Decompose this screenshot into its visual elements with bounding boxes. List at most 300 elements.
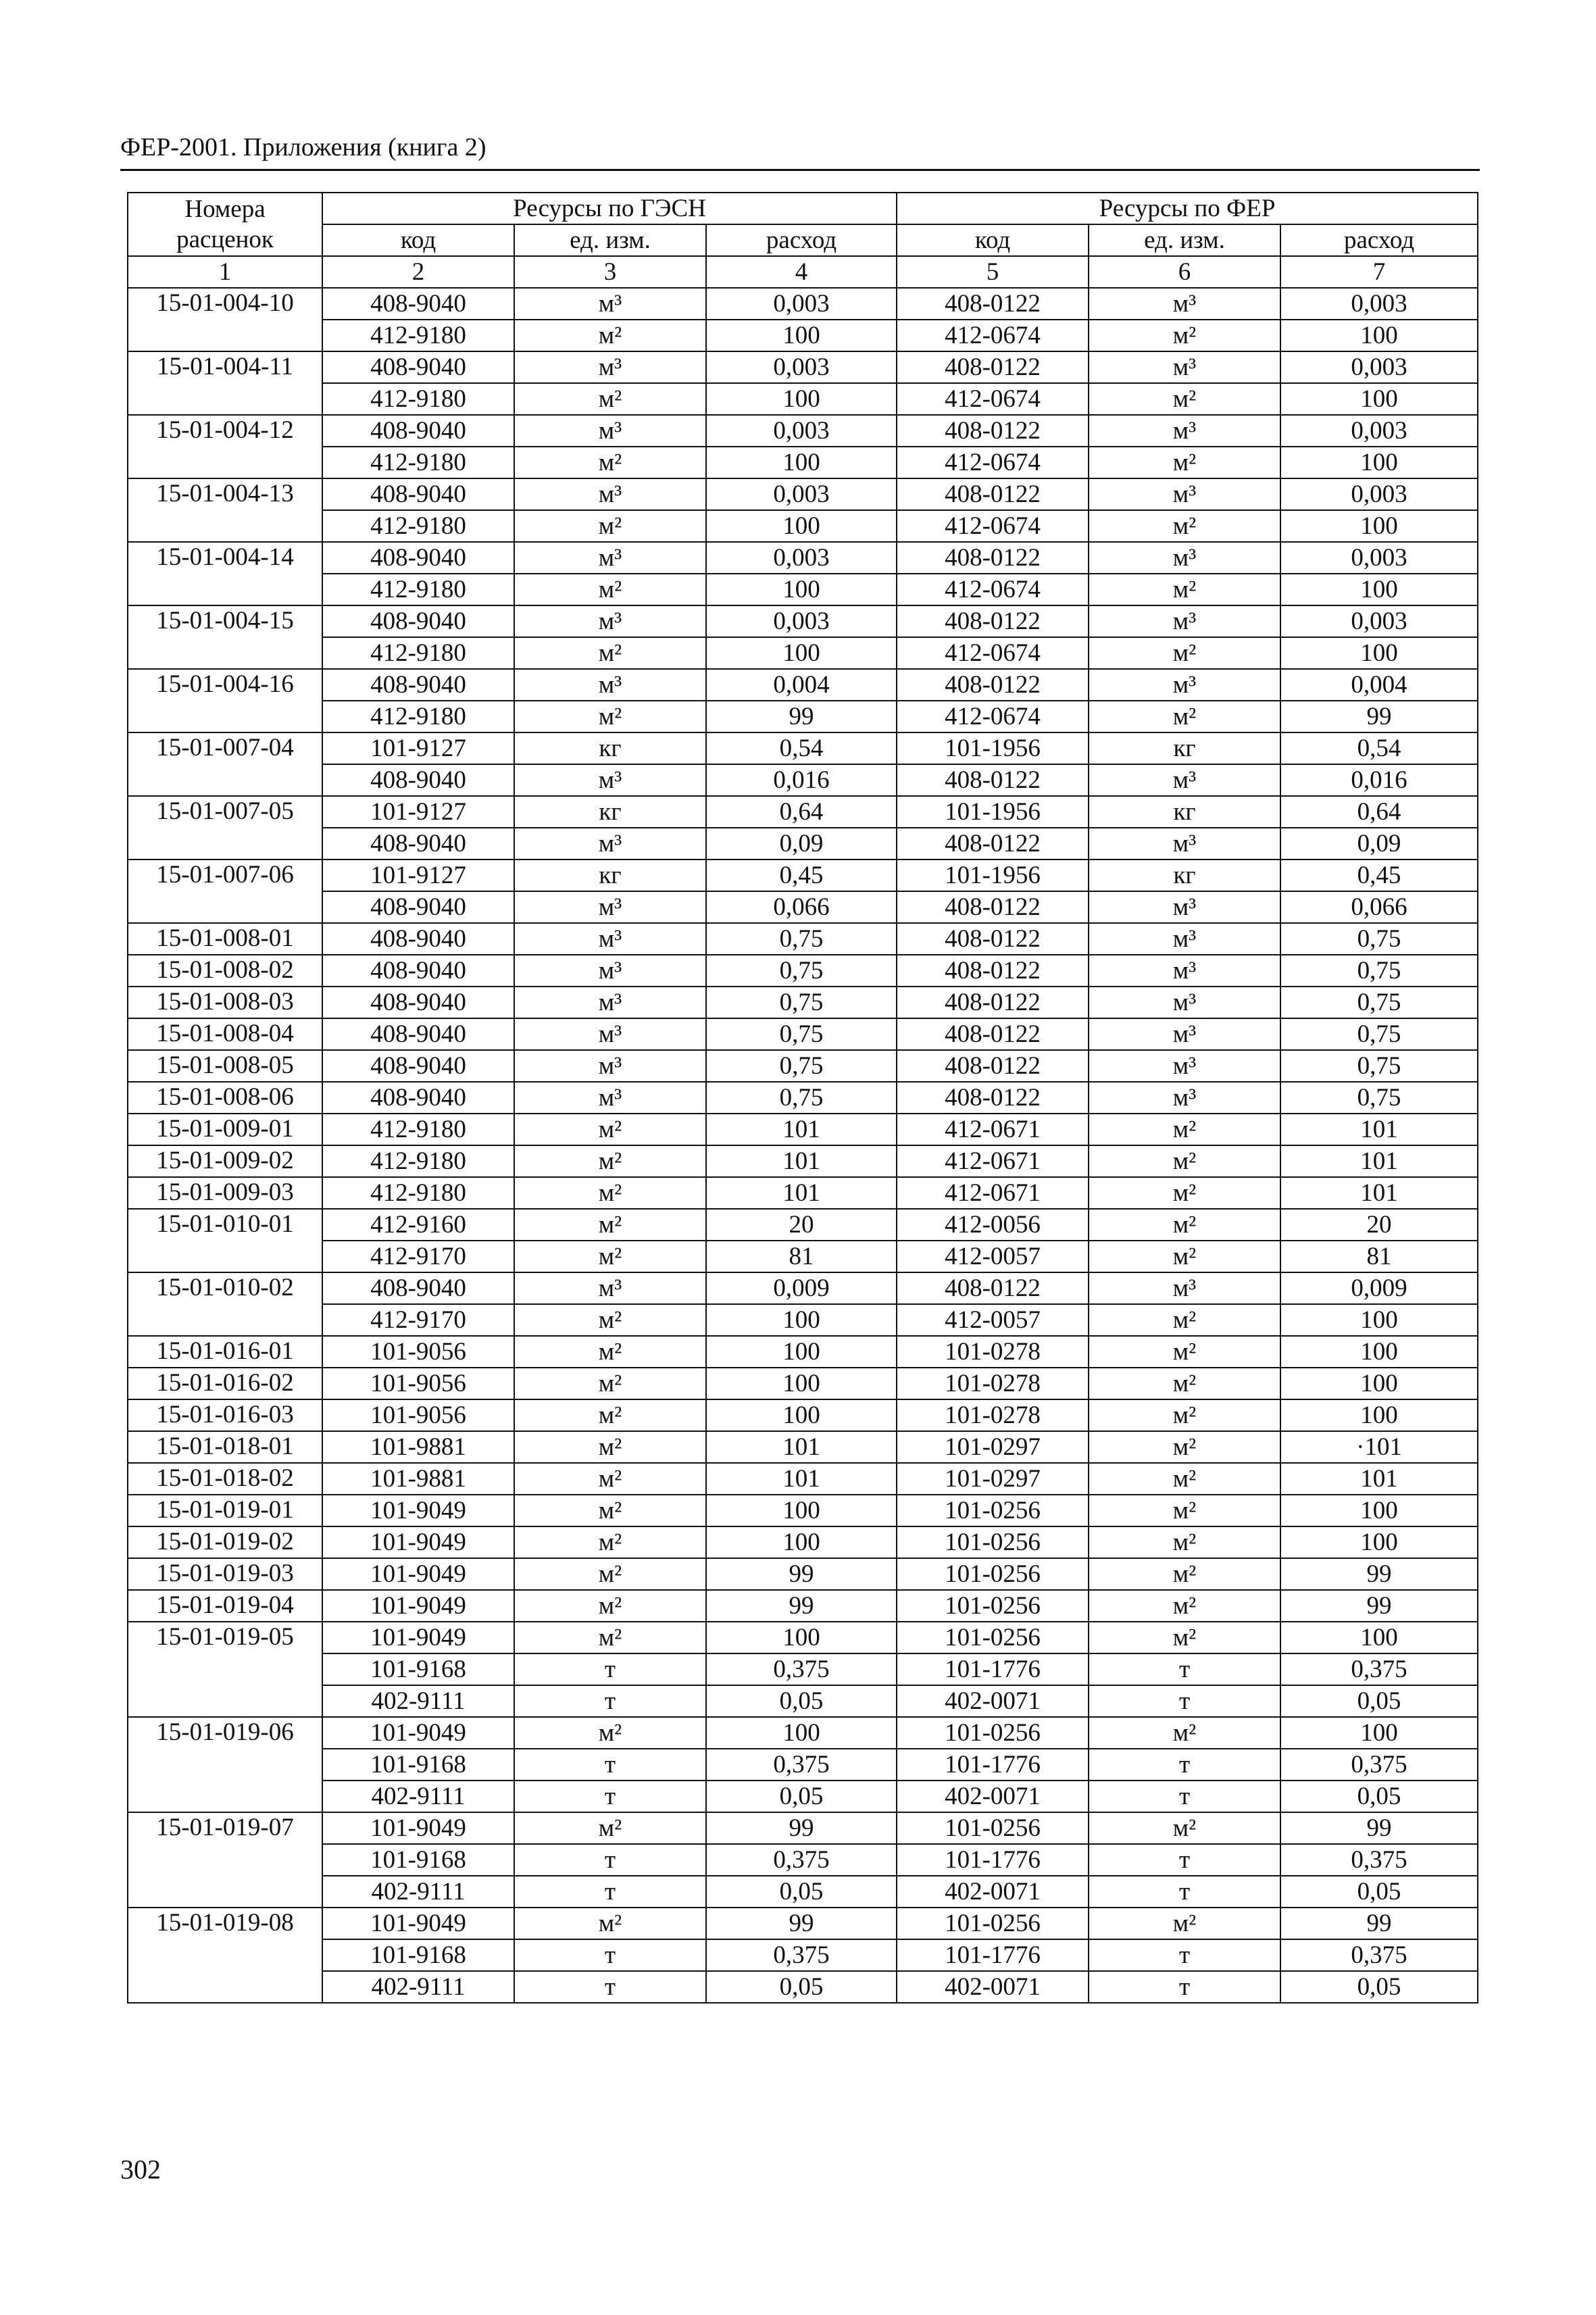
cell-fer-code: 412-0674 (897, 447, 1089, 478)
rate-number: 15-01-004-10 (128, 288, 322, 351)
cell-fer-qty: 0,75 (1280, 923, 1478, 955)
rate-number: 15-01-019-04 (128, 1590, 322, 1622)
rate-number: 15-01-004-11 (128, 351, 322, 415)
cell-gesn-qty: 0,375 (706, 1749, 897, 1781)
rate-number: 15-01-004-12 (128, 415, 322, 478)
cell-fer-code: 408-0122 (897, 605, 1089, 637)
cell-fer-qty: 99 (1280, 1558, 1478, 1590)
cell-fer-unit: м² (1089, 447, 1280, 478)
table-row (128, 510, 1478, 542)
cell-fer-qty: 0,05 (1280, 1876, 1478, 1908)
rate-number: 15-01-004-16 (128, 669, 322, 732)
cell-gesn-qty: 0,003 (706, 542, 897, 574)
table-row (128, 1241, 1478, 1272)
cell-fer-code: 412-0057 (897, 1241, 1089, 1272)
cell-fer-unit: т (1089, 1844, 1280, 1876)
cell-gesn-qty: 0,75 (706, 923, 897, 955)
cell-gesn-code: 412-9180 (322, 1114, 514, 1145)
table-row (128, 383, 1478, 415)
table-row (128, 1050, 1478, 1082)
table-row (128, 1781, 1478, 1812)
cell-fer-unit: м³ (1089, 415, 1280, 447)
header-fer-resources: Ресурсы по ФЕР (897, 193, 1478, 224)
cell-gesn-qty: 0,05 (706, 1876, 897, 1908)
cell-gesn-qty: 100 (706, 1399, 897, 1431)
cell-fer-qty: 0,016 (1280, 764, 1478, 796)
cell-fer-qty: 0,45 (1280, 860, 1478, 891)
table-row (128, 351, 1478, 383)
cell-gesn-code: 408-9040 (322, 351, 514, 383)
cell-fer-qty: 0,003 (1280, 542, 1478, 574)
table-row (128, 1336, 1478, 1368)
cell-gesn-code: 408-9040 (322, 288, 514, 320)
cell-fer-code: 412-0057 (897, 1304, 1089, 1336)
cell-gesn-code: 101-9127 (322, 796, 514, 828)
cell-fer-qty: 99 (1280, 1908, 1478, 1939)
cell-gesn-code: 101-9168 (322, 1749, 514, 1781)
cell-fer-unit: м² (1089, 637, 1280, 669)
rate-number: 15-01-019-02 (128, 1526, 322, 1558)
cell-fer-code: 412-0671 (897, 1145, 1089, 1177)
cell-gesn-unit: м² (514, 1463, 706, 1495)
table-row (128, 1876, 1478, 1908)
table-row (128, 1717, 1478, 1749)
cell-gesn-qty: 100 (706, 1336, 897, 1368)
cell-gesn-qty: 99 (706, 1908, 897, 1939)
cell-fer-qty: 0,05 (1280, 1971, 1478, 2003)
cell-fer-unit: м² (1089, 1209, 1280, 1241)
cell-gesn-code: 101-9049 (322, 1908, 514, 1939)
cell-fer-unit: м² (1089, 1622, 1280, 1653)
cell-fer-unit: т (1089, 1781, 1280, 1812)
cell-fer-code: 101-1956 (897, 796, 1089, 828)
cell-fer-code: 101-1776 (897, 1844, 1089, 1876)
table-row (128, 1526, 1478, 1558)
table-row (128, 637, 1478, 669)
cell-gesn-code: 408-9040 (322, 955, 514, 987)
cell-fer-code: 402-0071 (897, 1876, 1089, 1908)
cell-fer-unit: кг (1089, 860, 1280, 891)
header-gesn-unit: ед. изм. (514, 224, 706, 256)
cell-gesn-qty: 0,05 (706, 1685, 897, 1717)
cell-fer-code: 412-0674 (897, 510, 1089, 542)
cell-gesn-code: 412-9180 (322, 320, 514, 351)
cell-fer-code: 408-0122 (897, 1050, 1089, 1082)
table-row (128, 1431, 1478, 1463)
cell-gesn-code: 408-9040 (322, 478, 514, 510)
cell-gesn-unit: м³ (514, 987, 706, 1018)
rate-number: 15-01-008-03 (128, 987, 322, 1018)
cell-fer-code: 402-0071 (897, 1781, 1089, 1812)
cell-fer-unit: м² (1089, 1145, 1280, 1177)
table-row (128, 796, 1478, 828)
cell-gesn-code: 408-9040 (322, 542, 514, 574)
cell-fer-qty: 101 (1280, 1463, 1478, 1495)
cell-fer-unit: т (1089, 1749, 1280, 1781)
cell-gesn-qty: 0,54 (706, 732, 897, 764)
cell-fer-code: 101-0256 (897, 1495, 1089, 1526)
cell-gesn-unit: м³ (514, 1272, 706, 1304)
table-row (128, 1145, 1478, 1177)
cell-fer-unit: м³ (1089, 478, 1280, 510)
table-row (128, 1177, 1478, 1209)
cell-gesn-unit: т (514, 1844, 706, 1876)
table-body (128, 288, 1478, 2003)
cell-fer-unit: м³ (1089, 987, 1280, 1018)
cell-fer-unit: м² (1089, 1558, 1280, 1590)
table-row (128, 891, 1478, 923)
column-index: 2 (322, 256, 514, 288)
cell-gesn-qty: 0,375 (706, 1939, 897, 1971)
cell-fer-code: 412-0056 (897, 1209, 1089, 1241)
cell-fer-qty: 101 (1280, 1145, 1478, 1177)
rate-number: 15-01-019-07 (128, 1812, 322, 1908)
cell-fer-unit: м² (1089, 1812, 1280, 1844)
rate-number: 15-01-016-01 (128, 1336, 322, 1368)
cell-fer-qty: 100 (1280, 320, 1478, 351)
cell-gesn-qty: 81 (706, 1241, 897, 1272)
cell-gesn-unit: м² (514, 1622, 706, 1653)
cell-gesn-unit: м³ (514, 1050, 706, 1082)
cell-gesn-qty: 0,375 (706, 1844, 897, 1876)
cell-gesn-code: 101-9049 (322, 1622, 514, 1653)
cell-fer-qty: 101 (1280, 1177, 1478, 1209)
cell-fer-qty: 100 (1280, 1526, 1478, 1558)
cell-fer-unit: м² (1089, 1368, 1280, 1399)
cell-fer-unit: м² (1089, 510, 1280, 542)
cell-gesn-qty: 100 (706, 1495, 897, 1526)
cell-gesn-unit: т (514, 1939, 706, 1971)
cell-fer-code: 408-0122 (897, 764, 1089, 796)
cell-fer-unit: м² (1089, 1241, 1280, 1272)
cell-gesn-unit: м³ (514, 669, 706, 701)
cell-fer-code: 101-0256 (897, 1526, 1089, 1558)
cell-gesn-qty: 0,004 (706, 669, 897, 701)
cell-gesn-unit: т (514, 1685, 706, 1717)
cell-fer-code: 101-0256 (897, 1717, 1089, 1749)
rate-number: 15-01-019-03 (128, 1558, 322, 1590)
cell-fer-code: 408-0122 (897, 351, 1089, 383)
cell-gesn-code: 412-9170 (322, 1304, 514, 1336)
table-row (128, 605, 1478, 637)
cell-fer-code: 412-0674 (897, 320, 1089, 351)
cell-gesn-qty: 0,05 (706, 1781, 897, 1812)
rate-number: 15-01-010-01 (128, 1209, 322, 1272)
cell-fer-code: 412-0674 (897, 574, 1089, 605)
cell-gesn-qty: 0,066 (706, 891, 897, 923)
cell-fer-code: 101-0256 (897, 1590, 1089, 1622)
table-row (128, 1844, 1478, 1876)
table-row (128, 288, 1478, 320)
cell-fer-code: 408-0122 (897, 542, 1089, 574)
cell-gesn-unit: м³ (514, 415, 706, 447)
cell-gesn-unit: м³ (514, 955, 706, 987)
cell-gesn-code: 402-9111 (322, 1876, 514, 1908)
cell-gesn-code: 101-9881 (322, 1463, 514, 1495)
cell-gesn-qty: 100 (706, 1304, 897, 1336)
cell-gesn-qty: 100 (706, 1622, 897, 1653)
cell-fer-qty: 0,003 (1280, 478, 1478, 510)
cell-gesn-unit: м² (514, 1431, 706, 1463)
cell-fer-qty: 100 (1280, 1336, 1478, 1368)
cell-gesn-code: 402-9111 (322, 1685, 514, 1717)
cell-fer-unit: м² (1089, 1431, 1280, 1463)
cell-gesn-code: 101-9056 (322, 1336, 514, 1368)
resources-table (127, 192, 1478, 2003)
column-index: 1 (128, 256, 322, 288)
table-row (128, 1622, 1478, 1653)
cell-gesn-qty: 0,75 (706, 987, 897, 1018)
cell-fer-unit: м³ (1089, 542, 1280, 574)
cell-fer-unit: м³ (1089, 1272, 1280, 1304)
cell-fer-code: 101-0256 (897, 1812, 1089, 1844)
cell-fer-unit: м² (1089, 1463, 1280, 1495)
column-index: 4 (706, 256, 897, 288)
cell-gesn-unit: м² (514, 510, 706, 542)
cell-fer-unit: м³ (1089, 288, 1280, 320)
cell-gesn-unit: м³ (514, 828, 706, 860)
cell-gesn-qty: 101 (706, 1177, 897, 1209)
cell-gesn-unit: т (514, 1749, 706, 1781)
cell-gesn-unit: т (514, 1971, 706, 2003)
cell-gesn-qty: 100 (706, 1526, 897, 1558)
cell-gesn-unit: м² (514, 1717, 706, 1749)
cell-fer-qty: 100 (1280, 510, 1478, 542)
table-row (128, 1018, 1478, 1050)
table-row (128, 478, 1478, 510)
cell-fer-code: 408-0122 (897, 1082, 1089, 1114)
cell-gesn-unit: м² (514, 1177, 706, 1209)
cell-fer-unit: м³ (1089, 1018, 1280, 1050)
table-row (128, 1463, 1478, 1495)
rate-number: 15-01-009-02 (128, 1145, 322, 1177)
cell-gesn-qty: 100 (706, 574, 897, 605)
cell-fer-code: 101-0297 (897, 1431, 1089, 1463)
cell-gesn-unit: м² (514, 1558, 706, 1590)
cell-fer-unit: т (1089, 1939, 1280, 1971)
cell-gesn-unit: м³ (514, 1018, 706, 1050)
cell-fer-qty: 20 (1280, 1209, 1478, 1241)
running-head: ФЕР-2001. Приложения (книга 2) (120, 133, 487, 161)
page-number: 302 (120, 2154, 161, 2185)
cell-gesn-code: 412-9180 (322, 574, 514, 605)
cell-gesn-qty: 0,003 (706, 415, 897, 447)
cell-gesn-unit: кг (514, 732, 706, 764)
cell-fer-qty: 100 (1280, 1495, 1478, 1526)
cell-fer-unit: кг (1089, 796, 1280, 828)
cell-gesn-unit: т (514, 1653, 706, 1685)
cell-gesn-unit: м² (514, 1114, 706, 1145)
table-row (128, 1749, 1478, 1781)
rate-number: 15-01-004-13 (128, 478, 322, 542)
table-row (128, 923, 1478, 955)
cell-gesn-unit: м³ (514, 288, 706, 320)
header-fer-qty: расход (1280, 224, 1478, 256)
rate-number: 15-01-004-14 (128, 542, 322, 605)
cell-gesn-code: 412-9160 (322, 1209, 514, 1241)
cell-gesn-qty: 0,75 (706, 1018, 897, 1050)
cell-gesn-unit: м³ (514, 891, 706, 923)
cell-gesn-qty: 101 (706, 1463, 897, 1495)
cell-fer-code: 408-0122 (897, 828, 1089, 860)
cell-gesn-code: 408-9040 (322, 828, 514, 860)
table-row (128, 701, 1478, 732)
cell-gesn-qty: 0,64 (706, 796, 897, 828)
cell-gesn-code: 408-9040 (322, 1272, 514, 1304)
column-index: 7 (1280, 256, 1478, 288)
cell-gesn-code: 412-9180 (322, 1145, 514, 1177)
table-header (128, 193, 1478, 288)
cell-gesn-code: 412-9180 (322, 447, 514, 478)
cell-fer-code: 408-0122 (897, 415, 1089, 447)
cell-fer-unit: м³ (1089, 351, 1280, 383)
rate-number: 15-01-019-05 (128, 1622, 322, 1717)
table-row (128, 1558, 1478, 1590)
cell-gesn-qty: 0,003 (706, 478, 897, 510)
table-row (128, 1368, 1478, 1399)
cell-gesn-unit: т (514, 1781, 706, 1812)
cell-fer-qty: 0,75 (1280, 1018, 1478, 1050)
cell-gesn-qty: 99 (706, 1590, 897, 1622)
cell-fer-qty: 101 (1280, 1114, 1478, 1145)
cell-gesn-code: 101-9168 (322, 1844, 514, 1876)
cell-fer-qty: 100 (1280, 1622, 1478, 1653)
cell-fer-qty: ·101 (1280, 1431, 1478, 1463)
cell-gesn-code: 412-9180 (322, 510, 514, 542)
cell-gesn-code: 412-9170 (322, 1241, 514, 1272)
cell-gesn-qty: 100 (706, 1717, 897, 1749)
cell-gesn-qty: 100 (706, 510, 897, 542)
table-row (128, 1399, 1478, 1431)
table-row (128, 1971, 1478, 2003)
cell-fer-code: 408-0122 (897, 478, 1089, 510)
cell-gesn-qty: 101 (706, 1114, 897, 1145)
cell-fer-qty: 0,375 (1280, 1844, 1478, 1876)
cell-gesn-code: 412-9180 (322, 701, 514, 732)
cell-fer-code: 412-0671 (897, 1114, 1089, 1145)
cell-fer-unit: м² (1089, 1336, 1280, 1368)
header-fer-unit: ед. изм. (1089, 224, 1280, 256)
cell-gesn-unit: м² (514, 1495, 706, 1526)
cell-fer-qty: 0,003 (1280, 288, 1478, 320)
table-row (128, 955, 1478, 987)
cell-fer-qty: 100 (1280, 637, 1478, 669)
cell-gesn-code: 408-9040 (322, 987, 514, 1018)
cell-gesn-code: 408-9040 (322, 1018, 514, 1050)
cell-fer-code: 412-0671 (897, 1177, 1089, 1209)
cell-gesn-unit: м² (514, 1526, 706, 1558)
cell-fer-unit: м² (1089, 1526, 1280, 1558)
cell-gesn-unit: м³ (514, 1082, 706, 1114)
table-row (128, 1590, 1478, 1622)
rate-number: 15-01-008-01 (128, 923, 322, 955)
cell-gesn-code: 408-9040 (322, 764, 514, 796)
cell-fer-code: 101-1956 (897, 860, 1089, 891)
table-row (128, 860, 1478, 891)
cell-fer-qty: 100 (1280, 1368, 1478, 1399)
table-row (128, 1812, 1478, 1844)
cell-fer-code: 408-0122 (897, 1018, 1089, 1050)
cell-fer-code: 101-0278 (897, 1368, 1089, 1399)
table-row (128, 1304, 1478, 1336)
cell-fer-code: 101-1776 (897, 1749, 1089, 1781)
table-row (128, 1209, 1478, 1241)
cell-gesn-code: 101-9049 (322, 1558, 514, 1590)
cell-fer-code: 101-0256 (897, 1558, 1089, 1590)
cell-fer-qty: 100 (1280, 574, 1478, 605)
rate-number: 15-01-009-03 (128, 1177, 322, 1209)
cell-fer-code: 402-0071 (897, 1685, 1089, 1717)
cell-fer-unit: т (1089, 1876, 1280, 1908)
cell-gesn-qty: 100 (706, 320, 897, 351)
cell-fer-qty: 0,05 (1280, 1781, 1478, 1812)
cell-gesn-unit: м² (514, 1241, 706, 1272)
cell-gesn-unit: кг (514, 796, 706, 828)
rate-number: 15-01-008-04 (128, 1018, 322, 1050)
cell-gesn-code: 408-9040 (322, 669, 514, 701)
cell-fer-unit: м³ (1089, 1050, 1280, 1082)
cell-fer-code: 101-0297 (897, 1463, 1089, 1495)
cell-gesn-qty: 0,003 (706, 288, 897, 320)
cell-fer-qty: 99 (1280, 1590, 1478, 1622)
cell-fer-qty: 0,75 (1280, 987, 1478, 1018)
cell-fer-qty: 100 (1280, 1399, 1478, 1431)
cell-gesn-qty: 20 (706, 1209, 897, 1241)
cell-fer-code: 101-0278 (897, 1399, 1089, 1431)
cell-gesn-unit: м² (514, 447, 706, 478)
table-row (128, 1495, 1478, 1526)
cell-fer-code: 101-0278 (897, 1336, 1089, 1368)
cell-fer-unit: м³ (1089, 764, 1280, 796)
cell-fer-unit: т (1089, 1653, 1280, 1685)
cell-gesn-unit: т (514, 1876, 706, 1908)
cell-fer-code: 408-0122 (897, 891, 1089, 923)
cell-gesn-qty: 0,375 (706, 1653, 897, 1685)
cell-fer-unit: м² (1089, 1590, 1280, 1622)
cell-fer-unit: м² (1089, 383, 1280, 415)
cell-fer-qty: 0,009 (1280, 1272, 1478, 1304)
cell-gesn-qty: 0,45 (706, 860, 897, 891)
cell-fer-code: 408-0122 (897, 288, 1089, 320)
cell-gesn-code: 101-9049 (322, 1812, 514, 1844)
cell-gesn-qty: 99 (706, 1812, 897, 1844)
cell-fer-code: 101-1776 (897, 1653, 1089, 1685)
cell-gesn-code: 412-9180 (322, 637, 514, 669)
rate-number: 15-01-009-01 (128, 1114, 322, 1145)
cell-gesn-code: 101-9049 (322, 1495, 514, 1526)
cell-gesn-qty: 0,75 (706, 1082, 897, 1114)
cell-gesn-code: 101-9127 (322, 860, 514, 891)
rate-number: 15-01-007-05 (128, 796, 322, 860)
cell-gesn-code: 101-9168 (322, 1653, 514, 1685)
cell-gesn-qty: 100 (706, 383, 897, 415)
cell-fer-code: 412-0674 (897, 637, 1089, 669)
cell-fer-qty: 100 (1280, 1304, 1478, 1336)
cell-gesn-code: 101-9056 (322, 1368, 514, 1399)
cell-gesn-code: 408-9040 (322, 605, 514, 637)
cell-fer-code: 101-1956 (897, 732, 1089, 764)
cell-fer-qty: 99 (1280, 701, 1478, 732)
cell-fer-code: 101-0256 (897, 1908, 1089, 1939)
table-row (128, 1685, 1478, 1717)
header-gesn-code: код (322, 224, 514, 256)
cell-gesn-unit: м³ (514, 542, 706, 574)
cell-fer-code: 101-0256 (897, 1622, 1089, 1653)
cell-fer-qty: 0,003 (1280, 351, 1478, 383)
cell-gesn-qty: 0,09 (706, 828, 897, 860)
cell-gesn-unit: м² (514, 701, 706, 732)
table-row (128, 1653, 1478, 1685)
